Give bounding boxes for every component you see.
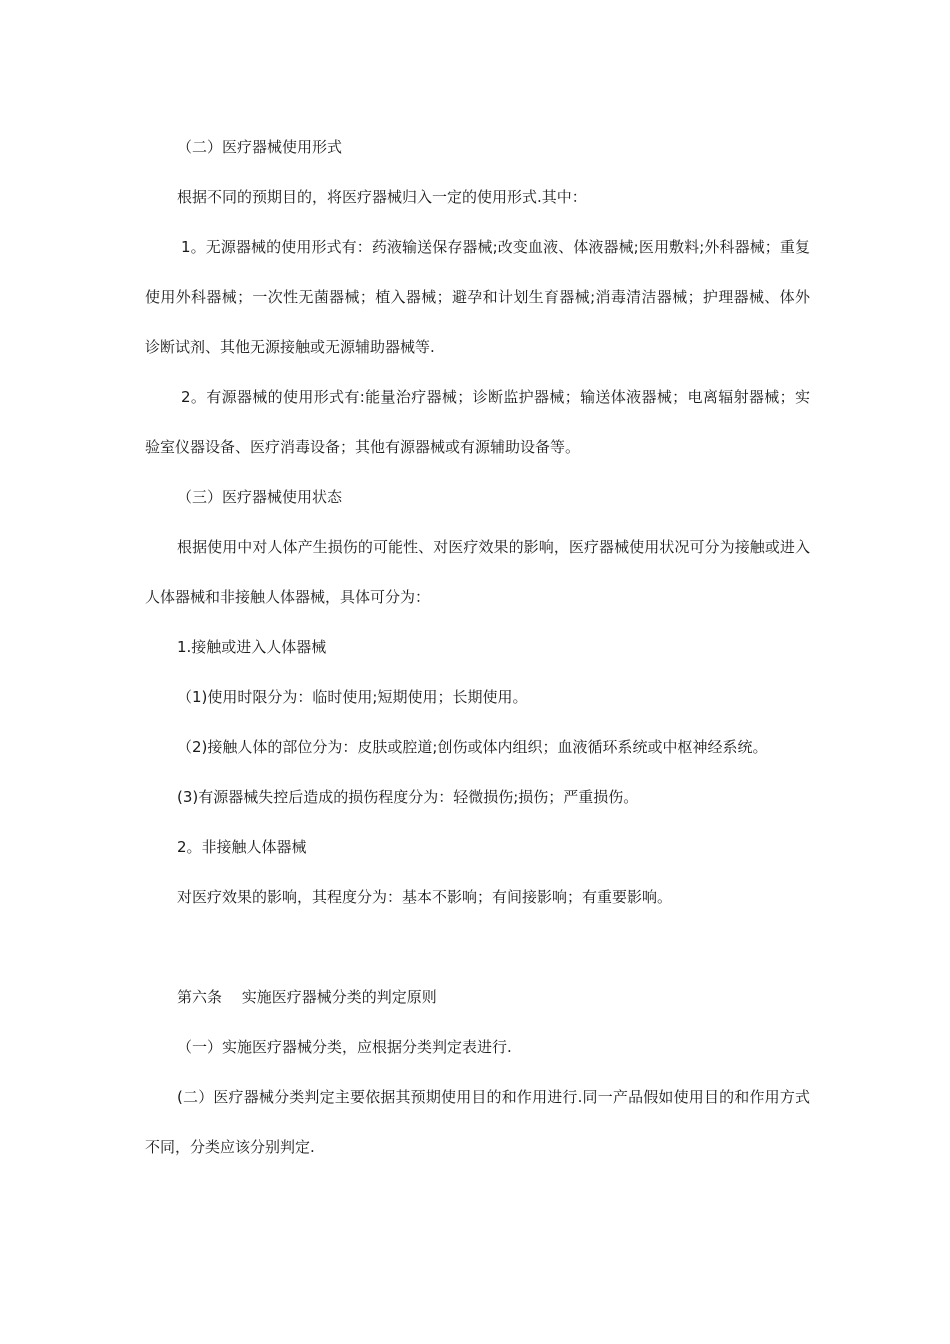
list-item-duration: （1)使用时限分为：临时使用;短期使用；长期使用。 <box>177 688 528 706</box>
section-heading-usage-form: （二）医疗器械使用形式 <box>177 138 343 156</box>
document-body <box>145 122 810 1172</box>
paragraph-medical-effect: 对医疗效果的影响，其程度分为：基本不影响；有间接影响；有重要影响。 <box>177 888 673 906</box>
subheading-contact-devices: 1.接触或进入人体器械 <box>177 638 327 656</box>
paragraph-active-devices: 2。有源器械的使用形式有:能量治疗器械；诊断监护器械；输送体液器械；电离辐射器械；实验室仪器设备、医疗消毒设备；其他有源器械或有源辅助设备等。 <box>145 388 810 456</box>
section-heading-usage-state: （三）医疗器械使用状态 <box>177 488 343 506</box>
list-item-contact-site: （2)接触人体的部位分为：皮肤或腔道;创伤或体内组织；血液循环系统或中枢神经系统。 <box>177 738 768 756</box>
article-heading-six: 第六条 实施医疗器械分类的判定原则 <box>177 988 437 1006</box>
spacer <box>145 922 810 972</box>
subheading-non-contact-devices: 2。非接触人体器械 <box>177 838 307 856</box>
paragraph-passive-devices: 1。无源器械的使用形式有：药液输送保存器械;改变血液、体液器械;医用敷料;外科器械；重复使用外科器械；一次性无菌器械；植入器械；避孕和计划生育器械;消毒清洁器械；护理器械、体外诊断试剂、其他无源接触或无源辅助器械等. <box>145 238 810 356</box>
paragraph-usage-state-intro: 根据使用中对人体产生损伤的可能性、对医疗效果的影响，医疗器械使用状况可分为接触或进入人体器械和非接触人体器械，具体可分为： <box>145 538 810 606</box>
list-item-injury-degree: (3)有源器械失控后造成的损伤程度分为：轻微损伤;损伤；严重损伤。 <box>177 788 639 806</box>
paragraph-usage-form-intro: 根据不同的预期目的，将医疗器械归入一定的使用形式.其中： <box>177 188 587 206</box>
paragraph-principle-two: (二）医疗器械分类判定主要依据其预期使用目的和作用进行.同一产品假如使用目的和作用方式不同，分类应该分别判定. <box>145 1088 810 1156</box>
paragraph-principle-one: （一）实施医疗器械分类，应根据分类判定表进行. <box>177 1038 512 1056</box>
